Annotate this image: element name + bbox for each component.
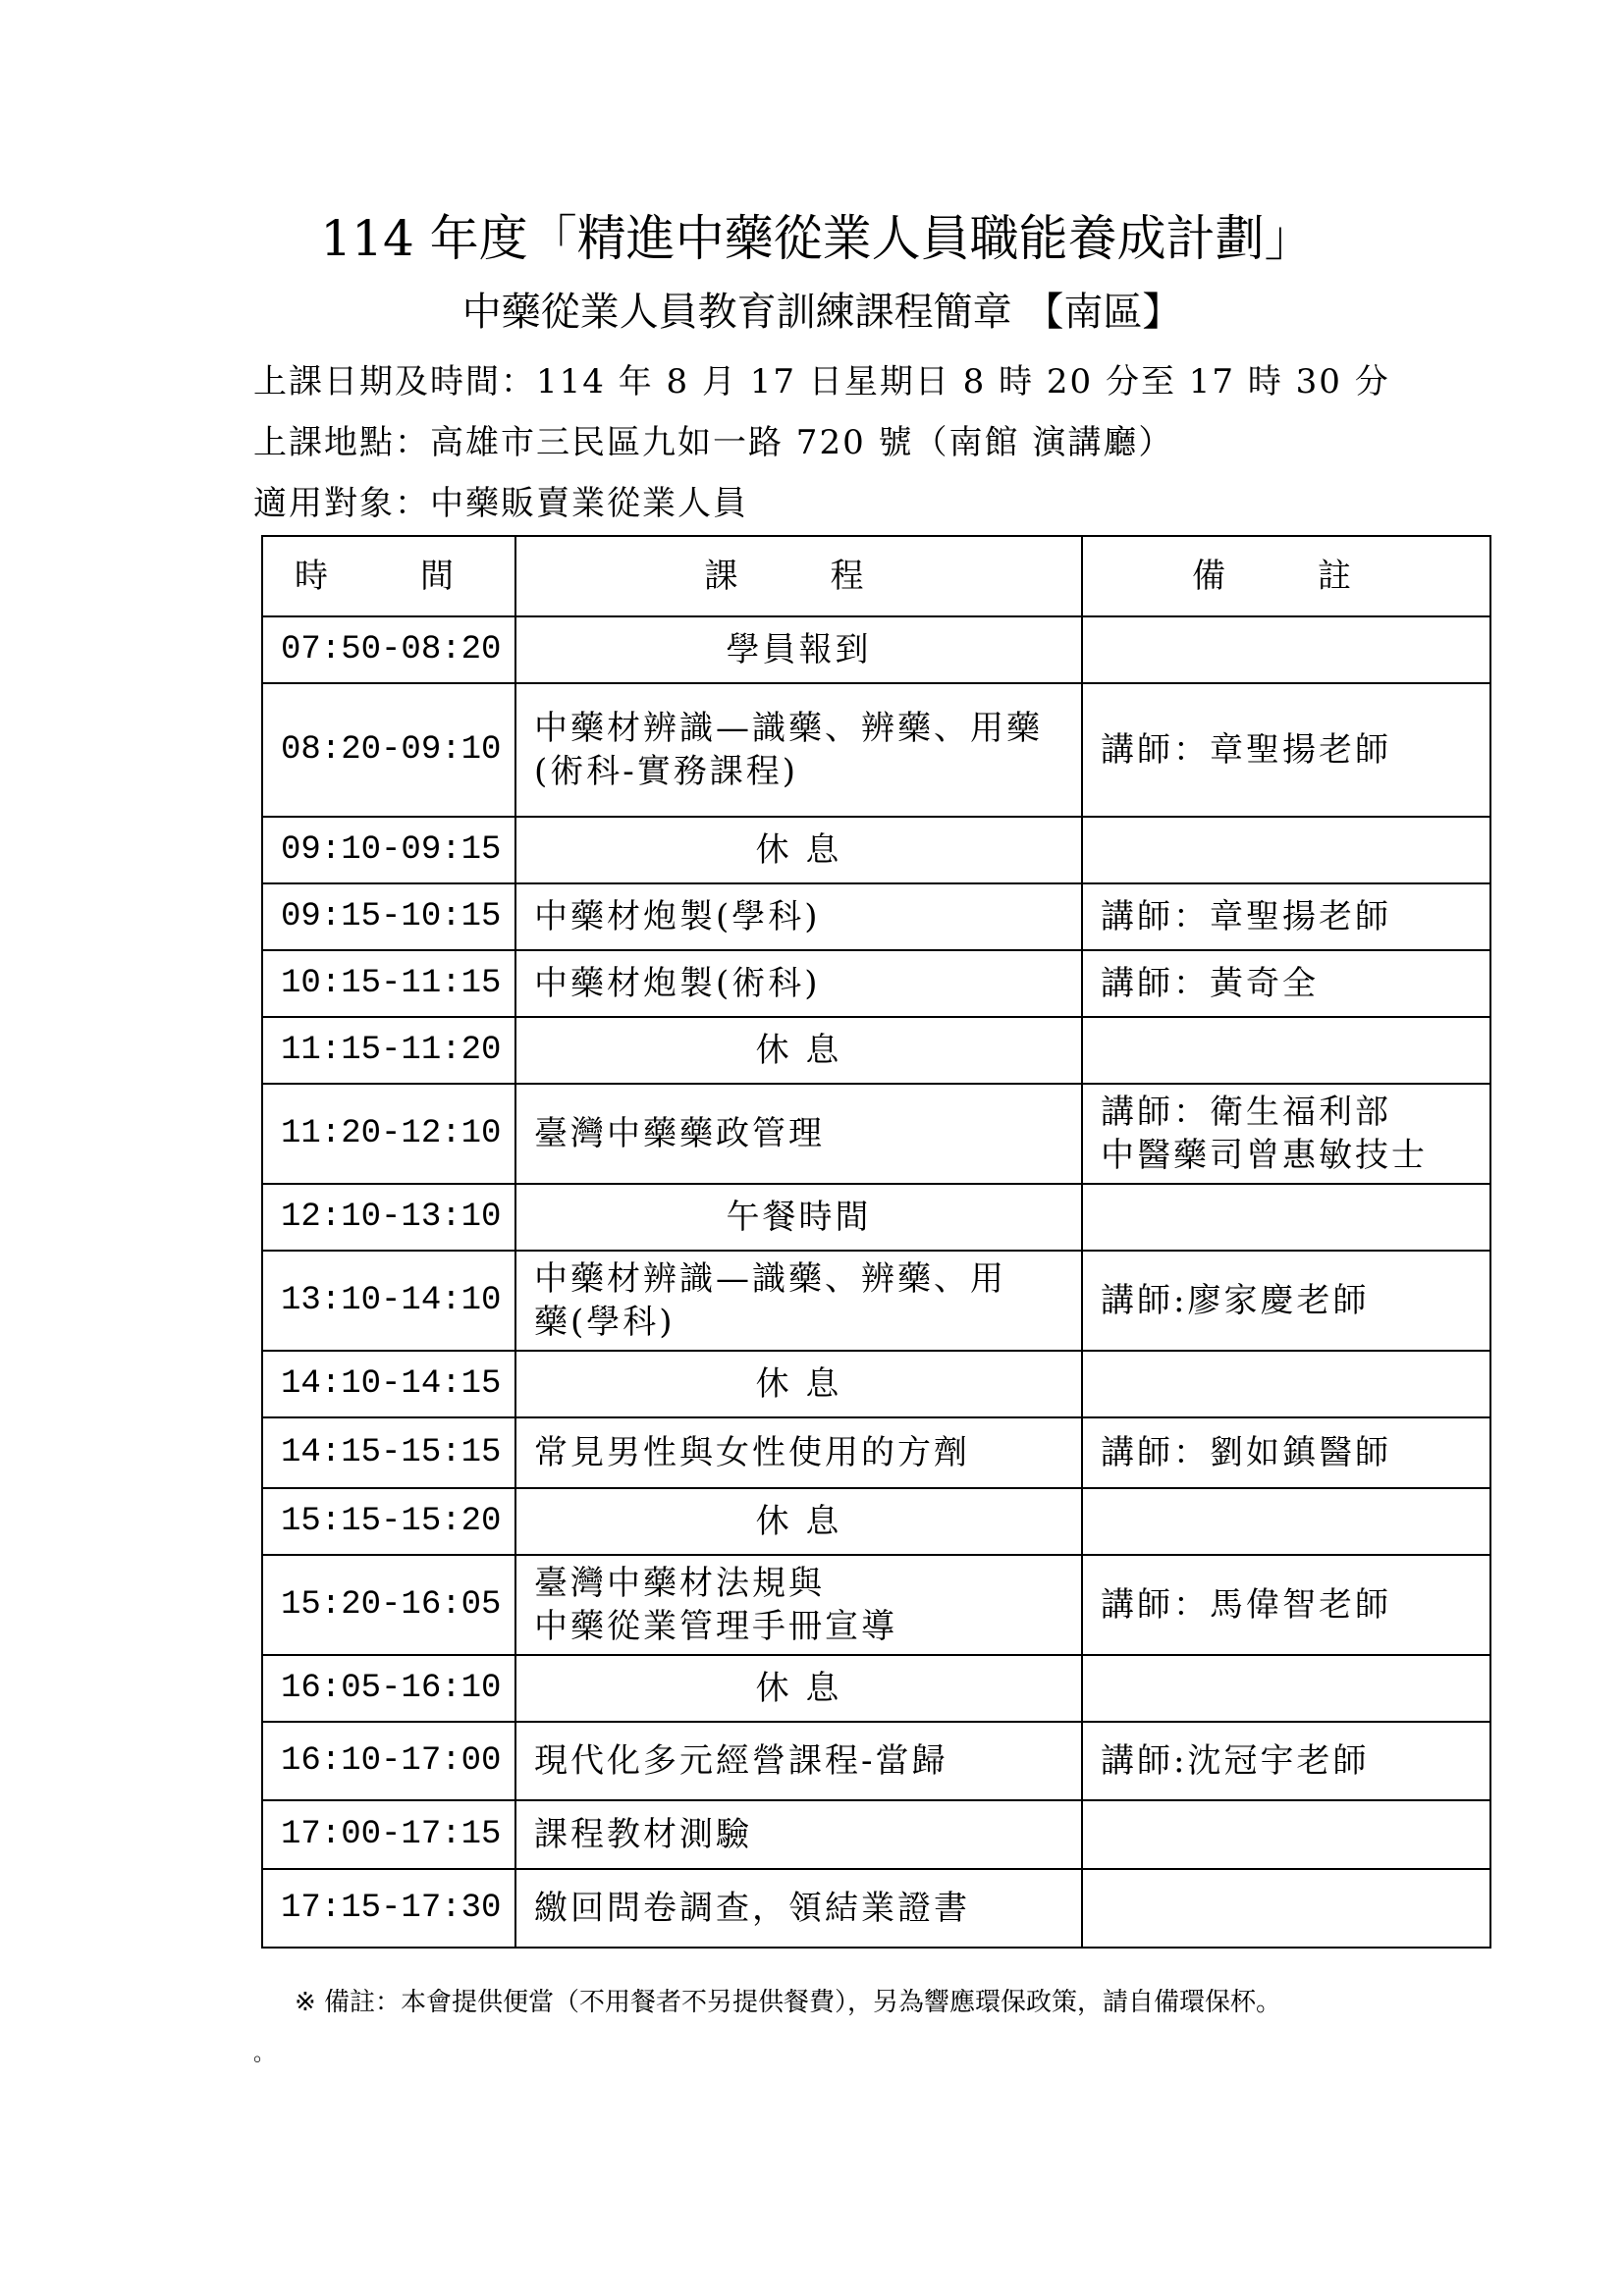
cell-time: 16:10-17:00 bbox=[262, 1722, 515, 1800]
cell-note bbox=[1082, 683, 1490, 817]
course-line: 課程教材測驗 bbox=[534, 1815, 752, 1854]
table-row bbox=[262, 1555, 1490, 1655]
cell-course bbox=[515, 1351, 1082, 1417]
schedule-table bbox=[261, 535, 1491, 1949]
table-row bbox=[262, 1722, 1490, 1800]
course-line: 常見男性與女性使用的方劑 bbox=[534, 1433, 970, 1472]
course-line: 休 息 bbox=[755, 1669, 842, 1708]
cell-time: 10:15-11:15 bbox=[262, 950, 515, 1017]
trailing-mark: 。 bbox=[253, 2042, 276, 2066]
header-course: 課 程 bbox=[515, 536, 1082, 616]
table-row bbox=[262, 1417, 1490, 1488]
course-line: 藥(學科) bbox=[534, 1303, 676, 1342]
cell-time: 11:20-12:10 bbox=[262, 1084, 515, 1184]
cell-note bbox=[1082, 1251, 1490, 1351]
course-line: 學員報到 bbox=[726, 630, 872, 669]
cell-course bbox=[515, 950, 1082, 1017]
note-line: 講師：章聖揚老師 bbox=[1101, 730, 1391, 770]
table-row bbox=[262, 1869, 1490, 1948]
cell-time: 17:15-17:30 bbox=[262, 1869, 515, 1948]
cell-course bbox=[515, 1655, 1082, 1722]
course-location: 上課地點：高雄市三民區九如一路 720 號（南館 演講廳） bbox=[253, 423, 1174, 462]
cell-note bbox=[1082, 1555, 1490, 1655]
cell-note bbox=[1082, 1184, 1490, 1251]
cell-time: 13:10-14:10 bbox=[262, 1251, 515, 1351]
cell-course bbox=[515, 1417, 1082, 1488]
cell-course bbox=[515, 616, 1082, 683]
table-row bbox=[262, 883, 1490, 950]
table-row bbox=[262, 1084, 1490, 1184]
cell-time: 16:05-16:10 bbox=[262, 1655, 515, 1722]
table-row bbox=[262, 817, 1490, 883]
schedule-body bbox=[262, 616, 1490, 1948]
table-row bbox=[262, 1655, 1490, 1722]
course-line: 中藥材炮製(學科) bbox=[534, 897, 821, 936]
course-line: 中藥從業管理手冊宣導 bbox=[534, 1607, 897, 1646]
cell-note bbox=[1082, 1869, 1490, 1948]
header-time: 時 間 bbox=[262, 536, 515, 616]
header-note: 備 註 bbox=[1082, 536, 1490, 616]
table-header-row bbox=[262, 536, 1490, 616]
table-row bbox=[262, 1800, 1490, 1869]
cell-course bbox=[515, 1084, 1082, 1184]
course-line: 休 息 bbox=[755, 1364, 842, 1404]
cell-note bbox=[1082, 883, 1490, 950]
footnote: ※ 備註：本會提供便當（不用餐者不另提供餐費），另為響應環保政策，請自備環保杯。 bbox=[295, 1988, 1282, 2017]
target-audience: 適用對象：中藥販賣業從業人員 bbox=[253, 484, 748, 523]
cell-note bbox=[1082, 1488, 1490, 1555]
cell-time: 09:15-10:15 bbox=[262, 883, 515, 950]
cell-note bbox=[1082, 1417, 1490, 1488]
cell-time: 08:20-09:10 bbox=[262, 683, 515, 817]
cell-time: 17:00-17:15 bbox=[262, 1800, 515, 1869]
course-line: 臺灣中藥材法規與 bbox=[534, 1564, 825, 1603]
cell-note bbox=[1082, 1800, 1490, 1869]
cell-note bbox=[1082, 1084, 1490, 1184]
table-row bbox=[262, 950, 1490, 1017]
note-line: 講師：劉如鎮醫師 bbox=[1101, 1433, 1391, 1472]
cell-note bbox=[1082, 1351, 1490, 1417]
cell-note bbox=[1082, 1722, 1490, 1800]
course-line: 中藥材辨識—識藥、辨藥、用 bbox=[534, 1259, 1006, 1299]
note-line: 講師:沈冠宇老師 bbox=[1101, 1741, 1370, 1781]
cell-note bbox=[1082, 1017, 1490, 1084]
table-row bbox=[262, 683, 1490, 817]
cell-time: 14:15-15:15 bbox=[262, 1417, 515, 1488]
course-line: 中藥材炮製(術科) bbox=[534, 964, 821, 1003]
course-line: 午餐時間 bbox=[726, 1198, 872, 1237]
note-line: 講師：章聖揚老師 bbox=[1101, 897, 1391, 936]
cell-time: 07:50-08:20 bbox=[262, 616, 515, 683]
table-row bbox=[262, 1351, 1490, 1417]
document-title: 114 年度「精進中藥從業人員職能養成計劃」 bbox=[320, 210, 1314, 267]
course-line: 現代化多元經營課程-當歸 bbox=[534, 1741, 948, 1781]
cell-course bbox=[515, 1251, 1082, 1351]
course-line: (術科-實務課程) bbox=[534, 752, 799, 791]
course-line: 休 息 bbox=[755, 1031, 842, 1070]
cell-note bbox=[1082, 616, 1490, 683]
note-line: 講師：衛生福利部 bbox=[1101, 1093, 1391, 1132]
cell-course bbox=[515, 1488, 1082, 1555]
cell-time: 09:10-09:15 bbox=[262, 817, 515, 883]
cell-time: 11:15-11:20 bbox=[262, 1017, 515, 1084]
cell-course bbox=[515, 817, 1082, 883]
cell-note bbox=[1082, 950, 1490, 1017]
table-row bbox=[262, 1488, 1490, 1555]
note-line: 講師：黃奇全 bbox=[1101, 964, 1319, 1003]
cell-note bbox=[1082, 817, 1490, 883]
note-line: 講師：馬偉智老師 bbox=[1101, 1585, 1391, 1625]
cell-course bbox=[515, 1184, 1082, 1251]
cell-time: 14:10-14:15 bbox=[262, 1351, 515, 1417]
course-line: 休 息 bbox=[755, 830, 842, 870]
cell-course bbox=[515, 1722, 1082, 1800]
cell-course bbox=[515, 1555, 1082, 1655]
cell-course bbox=[515, 683, 1082, 817]
cell-course bbox=[515, 1869, 1082, 1948]
cell-course bbox=[515, 883, 1082, 950]
cell-course bbox=[515, 1800, 1082, 1869]
cell-time: 12:10-13:10 bbox=[262, 1184, 515, 1251]
table-row bbox=[262, 1184, 1490, 1251]
course-date-time: 上課日期及時間：114 年 8 月 17 日星期日 8 時 20 分至 17 時 30 分 bbox=[253, 362, 1390, 401]
cell-note bbox=[1082, 1655, 1490, 1722]
table-row bbox=[262, 616, 1490, 683]
cell-time: 15:20-16:05 bbox=[262, 1555, 515, 1655]
table-row bbox=[262, 1251, 1490, 1351]
course-line: 繳回問卷調查，領結業證書 bbox=[534, 1889, 970, 1928]
cell-course bbox=[515, 1017, 1082, 1084]
table-row bbox=[262, 1017, 1490, 1084]
course-line: 臺灣中藥藥政管理 bbox=[534, 1114, 825, 1153]
course-line: 中藥材辨識—識藥、辨藥、用藥 bbox=[534, 709, 1043, 748]
course-line: 休 息 bbox=[755, 1502, 842, 1541]
note-line: 中醫藥司曾惠敏技士 bbox=[1101, 1136, 1428, 1175]
document-subtitle: 中藥從業人員教育訓練課程簡章 【南區】 bbox=[461, 290, 1182, 335]
cell-time: 15:15-15:20 bbox=[262, 1488, 515, 1555]
note-line: 講師:廖家慶老師 bbox=[1101, 1281, 1370, 1320]
